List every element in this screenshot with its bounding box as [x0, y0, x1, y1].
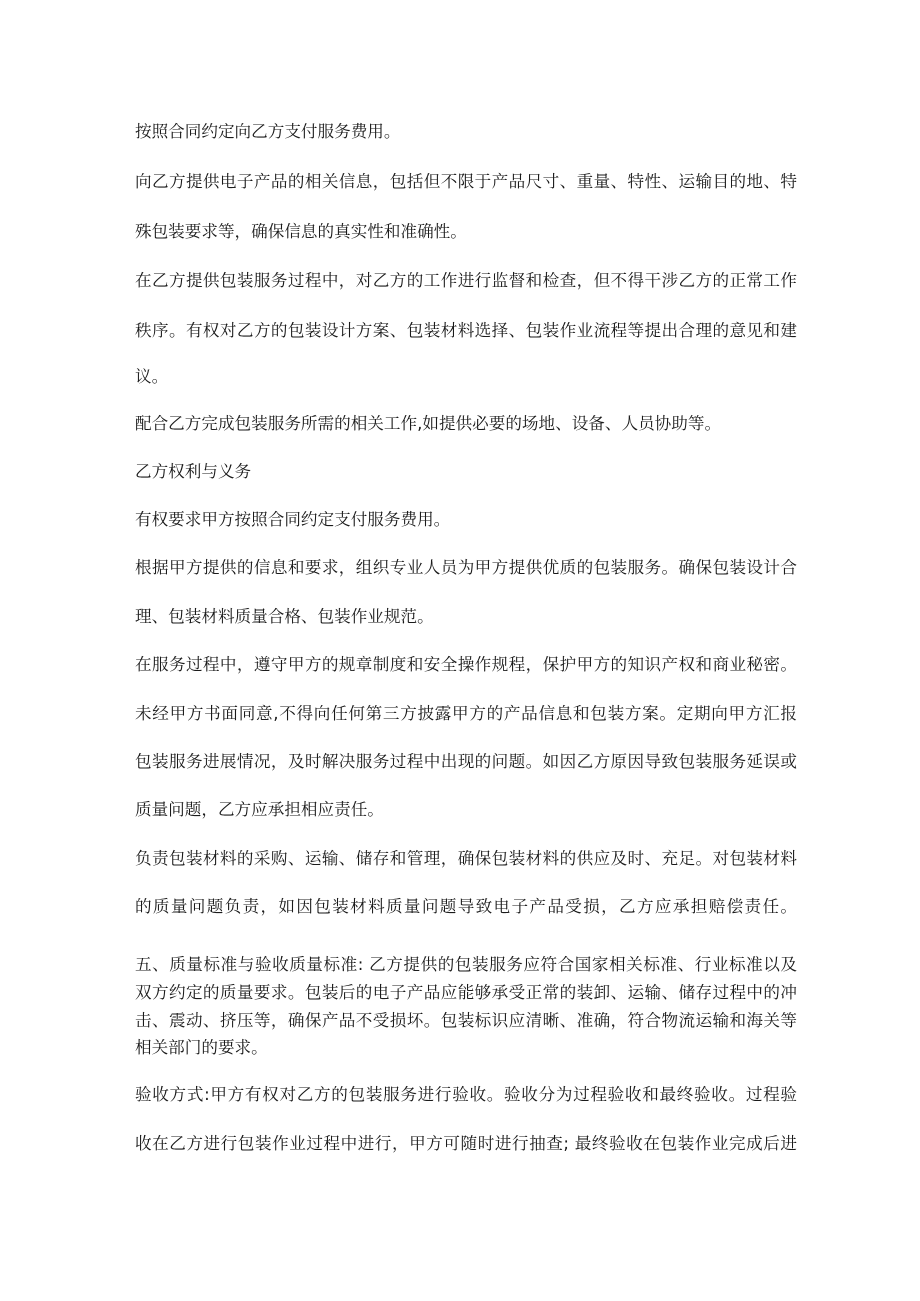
- text-line: 殊包装要求等，确保信息的真实性和准确性。: [135, 222, 467, 241]
- text-line: 质量问题，乙方应承担相应责任。: [135, 800, 384, 819]
- text-line: 有权要求甲方按照合同约定支付服务费用。: [135, 510, 451, 529]
- text-line: 理、包装材料质量合格、包装作业规范。: [135, 607, 434, 626]
- text-line: 包装服务进展情况，及时解决服务过程中出现的问题。如因乙方原因导致包装服务延误或: [135, 752, 797, 771]
- text-line: 相关部门的要求。: [135, 1038, 268, 1057]
- text-line: 未经甲方书面同意,不得向任何第三方披露甲方的产品信息和包装方案。定期向甲方汇报: [135, 704, 797, 723]
- text-line: 议。: [135, 367, 169, 386]
- text-line: 击、震动、挤压等，确保产品不受损坏。包装标识应清晰、准确，符合物流运输和海关等: [135, 1011, 797, 1030]
- text-line: 验收方式:甲方有权对乙方的包装服务进行验收。验收分为过程验收和最终验收。过程验: [135, 1085, 797, 1104]
- text-line: 的质量问题负责，如因包装材料质量问题导致电子产品受损，乙方应承担赔偿责任。: [135, 897, 797, 916]
- text-line: 在服务过程中，遵守甲方的规章制度和安全操作规程，保护甲方的知识产权和商业秘密。: [135, 655, 797, 674]
- section-heading: 乙方权利与义务: [135, 462, 252, 481]
- text-line: 根据甲方提供的信息和要求，组织专业人员为甲方提供优质的包装服务。确保包装设计合: [135, 558, 797, 577]
- text-line: 负责包装材料的采购、运输、储存和管理，确保包装材料的供应及时、充足。对包装材料: [135, 849, 797, 868]
- text-line: 在乙方提供包装服务过程中，对乙方的工作进行监督和检查，但不得干涉乙方的正常工作: [135, 271, 797, 290]
- text-line: 秩序。有权对乙方的包装设计方案、包装材料选择、包装作业流程等提出合理的意见和建: [135, 321, 797, 340]
- text-line: 配合乙方完成包装服务所需的相关工作,如提供必要的场地、设备、人员协助等。: [135, 414, 722, 433]
- section-heading: 五、质量标准与验收质量标准: 乙方提供的包装服务应符合国家相关标准、行业标准以及: [135, 955, 797, 974]
- text-line: 收在乙方进行包装作业过程中进行，甲方可随时进行抽查; 最终验收在包装作业完成后进: [135, 1134, 797, 1153]
- text-line: 按照合同约定向乙方支付服务费用。: [135, 122, 401, 141]
- text-line: 双方约定的质量要求。包装后的电子产品应能够承受正常的装卸、运输、储存过程中的冲: [135, 983, 797, 1002]
- text-line: 向乙方提供电子产品的相关信息，包括但不限于产品尺寸、重量、特性、运输目的地、特: [135, 172, 797, 191]
